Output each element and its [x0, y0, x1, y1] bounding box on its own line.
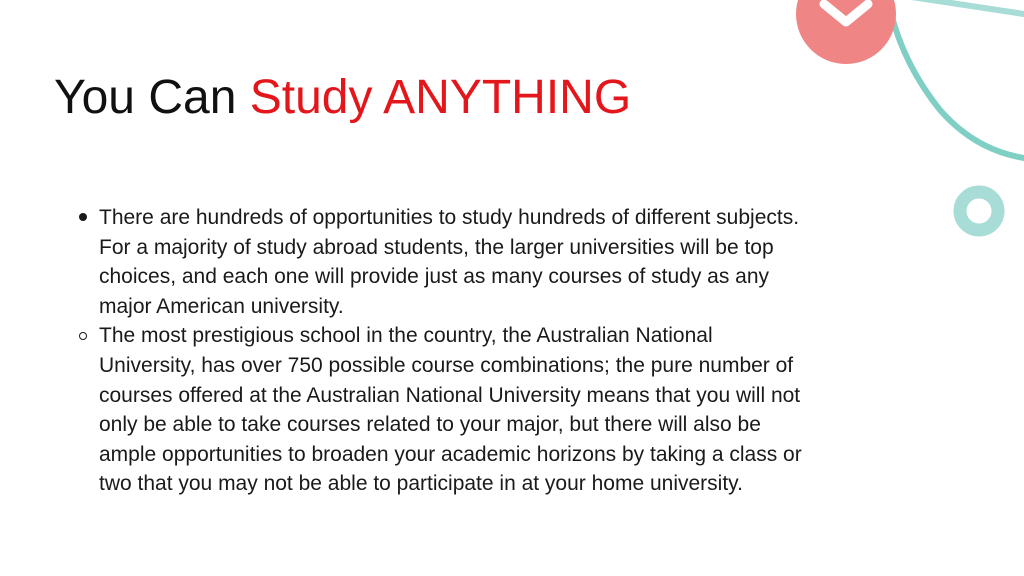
bullet-item	[76, 203, 806, 321]
bullet-item	[76, 321, 806, 499]
teal-curve-decoration	[888, 0, 1024, 158]
slide-title	[54, 68, 631, 128]
bullet-dot-icon	[79, 332, 87, 340]
bullet-dot-icon	[79, 213, 87, 221]
pink-circle-decoration	[796, 0, 896, 64]
teal-line-decoration	[905, 0, 1024, 14]
teal-ring-decoration	[960, 192, 998, 230]
bullet-list	[76, 203, 806, 499]
title-prefix: You Can	[54, 71, 250, 124]
bullet-text: There are hundreds of opportunities to study hundreds of different subjects. For a majority of study abroad students, the larger universities will be top choices, and each one will provide just as many courses of study as any major American university.	[99, 206, 800, 318]
bullet-text: The most prestigious school in the country, the Australian National University, has over 750 possible course combinations; the pure number of courses offered at the Australian National University means that you will not only be able to take courses related to your major, but there will also be ample opportunities to broaden your academic horizons by taking a class or two that you may not be able to participate in at your home university.	[99, 324, 802, 496]
title-accent: Study ANYTHING	[249, 71, 632, 124]
